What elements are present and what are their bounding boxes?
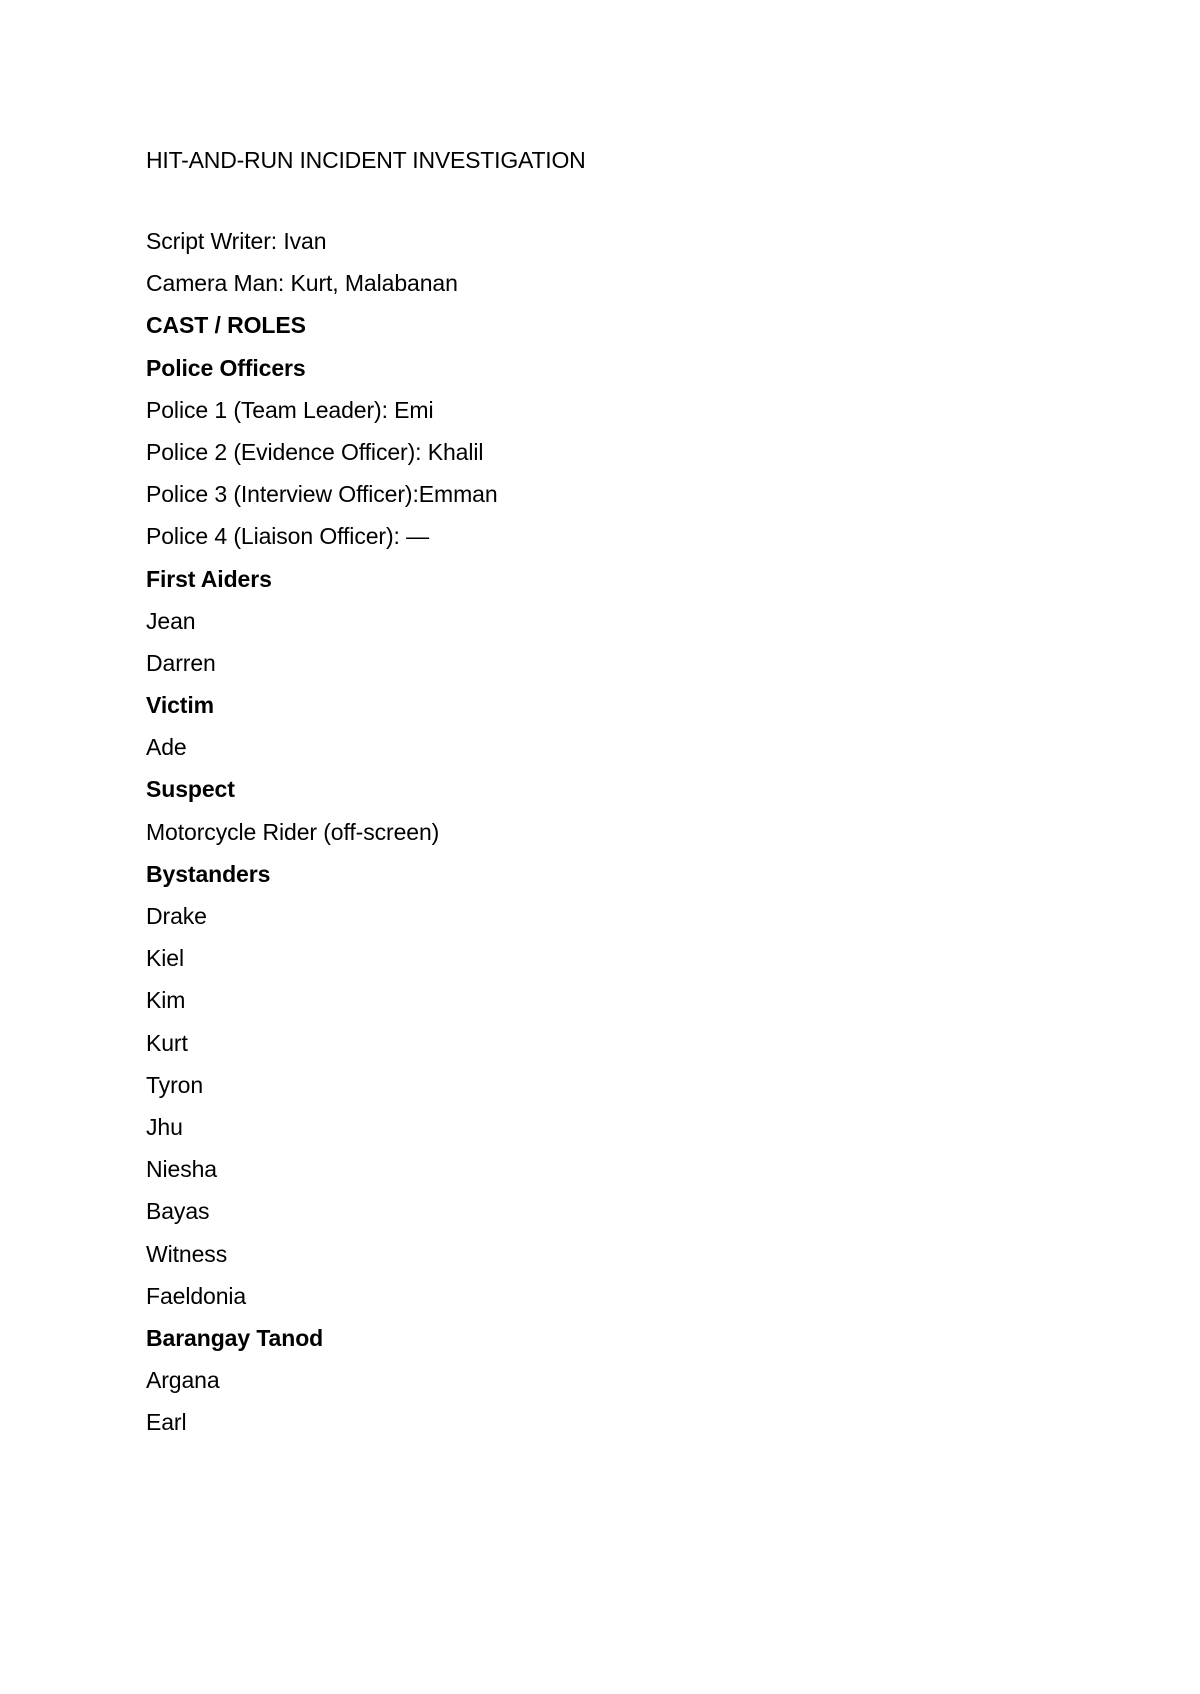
bystander-member: Witness [146,1240,228,1267]
first-aider-member: Jean [146,607,196,634]
camera-man-line: Camera Man: Kurt, Malabanan [146,270,458,297]
police-officers-heading: Police Officers [146,354,306,381]
bystander-member: Kiel [146,945,184,972]
document-body [146,226,1146,1449]
bystander-member: Faeldonia [146,1282,247,1309]
bystanders-heading: Bystanders [146,860,271,887]
bystander-member: Kim [146,987,186,1014]
bystander-member: Bayas [146,1198,210,1225]
document-title: HIT-AND-RUN INCIDENT INVESTIGATION [146,147,586,173]
victim-heading: Victim [146,692,215,719]
bystander-member: Niesha [146,1156,217,1183]
victim-member: Ade [146,734,187,761]
bystander-member: Kurt [146,1029,188,1056]
cast-roles-heading: CAST / ROLES [146,312,306,339]
police-member: Police 1 (Team Leader): Emi [146,396,434,423]
bystander-member: Jhu [146,1113,183,1140]
first-aiders-heading: First Aiders [146,565,272,592]
suspect-heading: Suspect [146,776,235,803]
barangay-tanod-member: Argana [146,1367,220,1394]
police-member: Police 3 (Interview Officer):Emman [146,481,498,508]
police-member: Police 4 (Liaison Officer): — [146,523,430,550]
script-writer-line: Script Writer: Ivan [146,228,327,254]
barangay-tanod-heading: Barangay Tanod [146,1324,324,1351]
bystander-member: Tyron [146,1071,204,1098]
barangay-tanod-member: Earl [146,1409,187,1436]
police-member: Police 2 (Evidence Officer): Khalil [146,438,484,465]
bystander-member: Drake [146,903,207,929]
suspect-member: Motorcycle Rider (off-screen) [146,818,440,845]
first-aider-member: Darren [146,649,216,676]
